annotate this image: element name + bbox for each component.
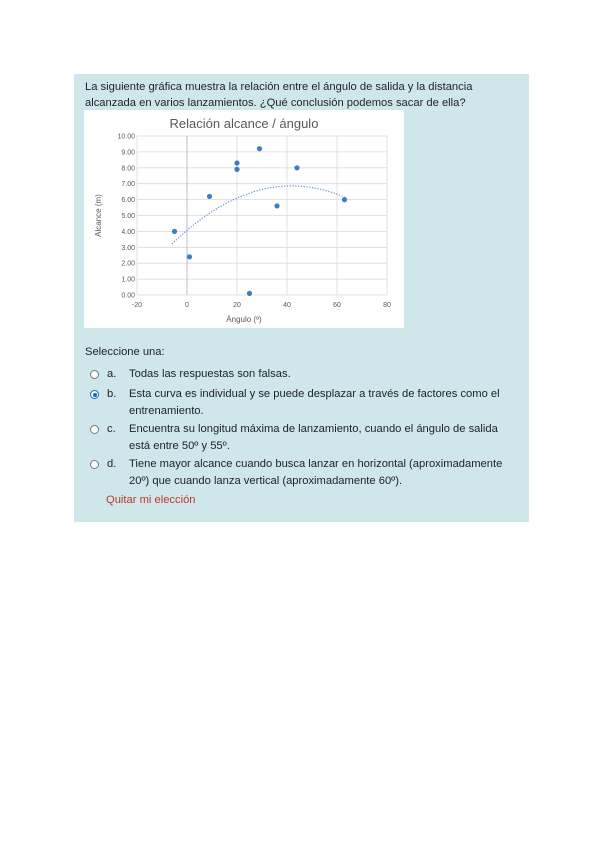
radio-d[interactable] [90,460,99,469]
select-label: Seleccione una: [85,346,165,358]
question-card [74,74,529,522]
radio-b[interactable] [90,390,99,399]
option-text: Todas las respuestas son falsas. [129,368,291,380]
y-tick-label: 7.00 [121,181,135,189]
data-point [274,203,279,208]
option-d[interactable] [90,456,510,490]
option-c[interactable] [90,421,510,455]
data-point [294,165,299,170]
y-tick-label: 5.00 [121,213,135,220]
y-tick-label: 4.00 [121,228,135,236]
x-tick-label: 60 [333,302,341,309]
data-point [247,291,252,296]
data-point [234,167,239,172]
option-text: Encuentra su longitud máxima de lanzamiento, cuando el ángulo de salida está entre 50º y 55º. [129,423,498,452]
data-point [342,197,347,202]
x-tick-label: 40 [283,302,291,309]
y-tick-label: 0.00 [121,292,135,300]
clear-choice-link[interactable]: Quitar mi elección [106,494,196,506]
option-text: Tiene mayor alcance cuando busca lanzar en horizontal (aproximadamente 20º) que cuando lanza vertical (aproximadamente 60º). [129,458,503,487]
y-tick-label: 8.00 [121,165,135,173]
option-text: Esta curva es individual y se puede desplazar a través de factores como el entrenamiento. [129,388,500,417]
radio-c[interactable] [90,425,99,434]
question-text: La siguiente gráfica muestra la relación entre el ángulo de salida y la distancia alcanzada en varios lanzamientos. ¿Qué conclusión podemos sacar de ella? [85,81,473,109]
option-letter: b. [107,388,117,400]
option-a[interactable] [90,366,510,383]
option-letter: a. [107,368,117,380]
trendline [172,186,345,244]
data-point [172,229,177,234]
data-point [234,160,239,165]
chart-title: Relación alcance / ángulo [169,116,319,131]
data-point [257,146,262,151]
option-letter: d. [107,458,117,470]
option-b[interactable] [90,386,510,420]
y-tick-label: 6.00 [121,197,135,205]
y-tick-label: 2.00 [121,260,135,268]
y-tick-label: 9.00 [121,149,135,157]
chart-container [84,110,404,328]
radio-a[interactable] [90,370,99,379]
x-tick-label: 80 [383,302,391,309]
x-tick-label: -20 [131,302,143,309]
y-tick-label: 10.00 [117,133,135,141]
data-point [187,254,192,259]
y-tick-label: 3.00 [121,244,135,252]
x-axis-label: Ángulo (º) [226,315,262,324]
option-letter: c. [107,423,116,435]
x-tick-label: 20 [233,302,241,309]
y-tick-label: 1.00 [121,276,135,284]
scatter-chart [84,110,404,328]
y-axis-label: Alcance (m) [94,194,103,237]
data-point [207,194,212,199]
x-tick-label: 0 [185,302,189,309]
